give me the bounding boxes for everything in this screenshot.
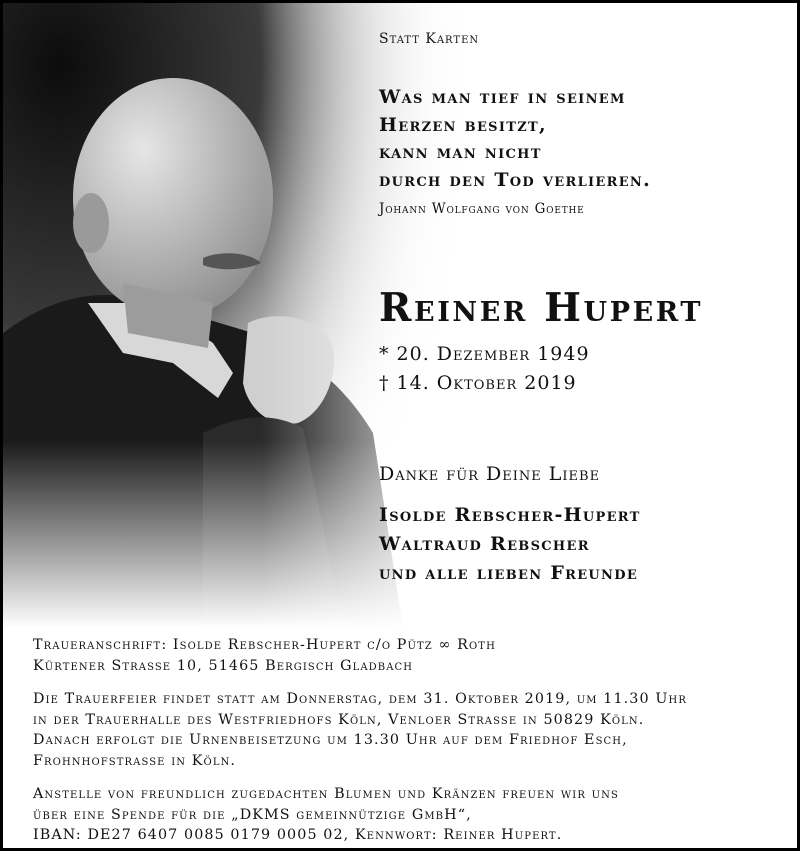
ceremony-line: Frohnhofstrasse in Köln. xyxy=(33,752,237,769)
mourner-name: und alle lieben Freunde xyxy=(379,562,639,584)
donation-line: IBAN: DE27 6407 0085 0179 0005 02, Kennwort: Reiner Hupert. xyxy=(33,827,563,843)
mourner-name: Waltraud Rebscher xyxy=(379,533,590,555)
birth-date: * 20. Dezember 1949 xyxy=(379,343,590,365)
quote-author: Johann Wolfgang von Goethe xyxy=(379,201,585,217)
quote xyxy=(379,84,651,194)
ceremony-line: Die Trauerfeier findet statt am Donnerstag, dem 31. Oktober 2019, um 11.30 Uhr xyxy=(33,691,687,707)
mourner-name: Isolde Rebscher-Hupert xyxy=(379,504,641,526)
deceased-name: Reiner Hupert xyxy=(379,285,704,331)
address-line: Traueranschrift: Isolde Rebscher-Hupert c/o Pütz ∞ Roth xyxy=(33,637,496,653)
quote-line: Herzen besitzt, xyxy=(379,113,547,136)
donation-block xyxy=(33,784,778,846)
address-line: Kürtener Strasse 10, 51465 Bergisch Gladbach xyxy=(33,657,414,674)
donation-line: über eine Spende für die „DKMS gemeinnützige GmbH“, xyxy=(33,806,472,823)
ceremony-block xyxy=(33,689,778,771)
address-block xyxy=(33,635,778,676)
donation-line: Anstelle von freundlich zugedachten Blumen und Kränzen freuen wir uns xyxy=(33,786,619,802)
death-date: † 14. Oktober 2019 xyxy=(379,372,577,394)
ceremony-line: in der Trauerhalle des Westfriedhofs Köln, Venloer Strasse in 50829 Köln. xyxy=(33,711,645,728)
mourners-list xyxy=(379,501,641,588)
ceremony-line: Danach erfolgt die Urnenbeisetzung um 13.30 Uhr auf dem Friedhof Esch, xyxy=(33,732,628,748)
details-section xyxy=(33,635,778,846)
quote-line: kann man nicht xyxy=(379,141,542,163)
thanks-line: Danke für Deine Liebe xyxy=(379,463,601,485)
header-note: Statt Karten xyxy=(379,31,480,47)
quote-line: durch den Tod verlieren. xyxy=(379,168,652,191)
quote-line: Was man tief in seinem xyxy=(379,86,626,108)
